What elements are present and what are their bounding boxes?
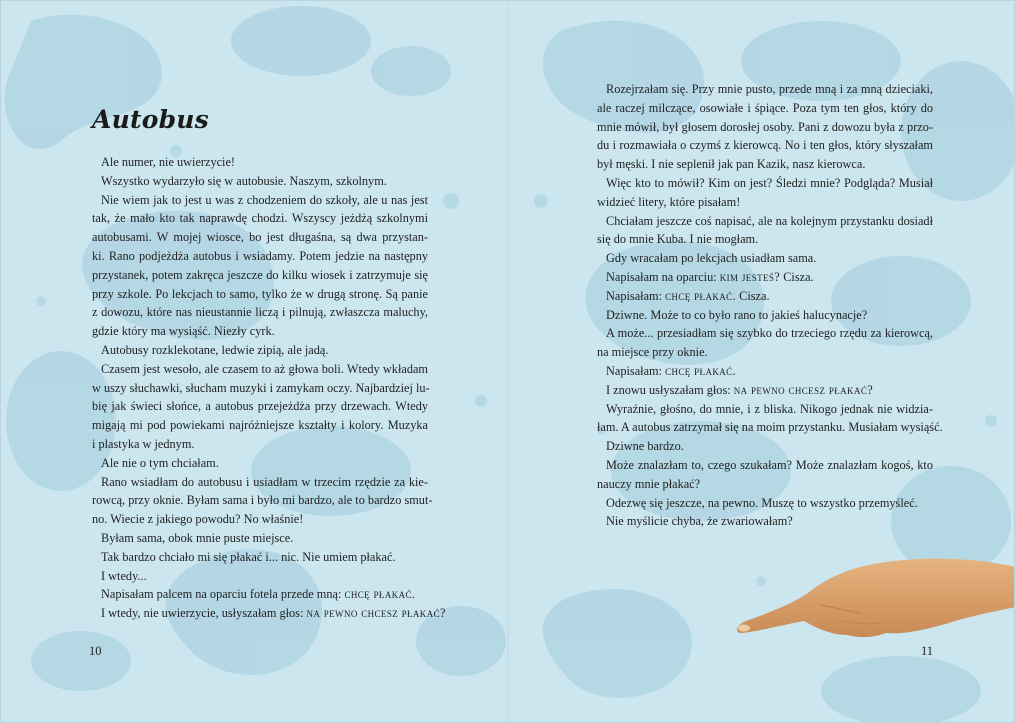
line-text: I znowu usłyszałam głos: [606, 382, 734, 397]
line-text: Może znalazłam to, czego szukałam? Może znalazłam kogoś, kto [606, 457, 933, 472]
line-text: widzieć litery, które pisałam! [597, 194, 741, 209]
text-line [92, 322, 428, 341]
text-line [597, 324, 933, 343]
line-text: się do mnie Kuba. I nie mogłam. [597, 232, 759, 247]
line-text: Napisałam na oparciu: [606, 269, 720, 284]
text-line [597, 381, 933, 400]
line-text: był męski. I nie seplenił jak pan Kazik, nasz kierowca. [597, 157, 866, 172]
small-caps-phrase: chcę płakać. [665, 288, 737, 303]
text-line [597, 437, 933, 456]
text-line [597, 306, 933, 325]
text-line [92, 303, 428, 322]
line-text: Rano wsiadłam do autobusu i usiadłam w trzecim rzędzie za kie- [101, 474, 428, 489]
line-text: Rozejrzałam się. Przy mnie pusto, przede mną i za mną dzieciaki, [606, 82, 933, 96]
text-line [92, 209, 428, 228]
line-text: Więc kto to mówił? Kim on jest? Śledzi mnie? Podgląda? Musiał [606, 175, 933, 190]
text-line [597, 193, 933, 212]
line-text: tak, że mało kto tak naprawdę chodzi. Wszyscy jeżdżą szkolnymi [92, 211, 428, 226]
text-line [92, 360, 428, 379]
text-line [92, 567, 428, 586]
chapter-title: Autobus [92, 105, 209, 134]
line-text-after: Cisza. [780, 269, 814, 284]
line-text: nauczy mnie płakać? [597, 476, 701, 491]
line-text: mnie mówił, był głosem dorosłej osoby. Pani z dowozu była z przo- [597, 119, 933, 134]
text-line [597, 155, 933, 174]
line-text: autobusami. W mojej wiosce, bo jest długaśna, są dwa przystan- [92, 230, 428, 245]
right-body-text [597, 80, 943, 531]
small-caps-phrase: kim jesteś? [719, 269, 781, 284]
line-text: bię jak świeci słońce, a autobus przejeżdża przy drzewach. Wtedy [92, 399, 428, 414]
line-text: Nie wiem jak to jest u was z chodzeniem do szkoły, ale u nas jest [101, 192, 428, 207]
text-line [92, 604, 446, 623]
line-text: przy szkole. Po lekcjach to samo, tylko że w drugą stronę. Są panie [92, 286, 428, 301]
text-line [597, 99, 933, 118]
left-page [1, 1, 508, 723]
text-line [92, 228, 428, 247]
text-line [92, 191, 428, 210]
text-line [92, 585, 428, 604]
line-text: I wtedy... [101, 568, 147, 583]
line-text: ale raczej milczące, osowiałe i śpiące. Poza tym ten głos, który do [597, 100, 933, 115]
line-text: Dziwne. Może to co było rano to jakieś halucynacje? [606, 307, 868, 322]
line-text: Napisałam: [606, 363, 666, 378]
text-line [92, 510, 428, 529]
text-line [597, 456, 933, 475]
left-body-text [92, 153, 446, 623]
text-line [92, 491, 433, 510]
line-text: Napisałam palcem na oparciu fotela przede mną: [101, 587, 345, 602]
line-text: przystanek, potem zakręca jeszcze do kilku wiosek i zatrzymuje się [92, 267, 428, 282]
text-line [597, 418, 943, 437]
text-line [92, 397, 428, 416]
text-line [92, 435, 428, 454]
line-text: Tak bardzo chciało mi się płakać i... nic. Nie umiem płakać. [101, 549, 396, 564]
line-text: Czasem jest wesoło, ale czasem to aż głowa boli. Wtedy wkładam [101, 361, 428, 376]
text-line [597, 230, 933, 249]
text-line [92, 247, 428, 266]
text-line [92, 454, 428, 473]
line-text: w uszy słuchawki, słucham muzyki i zamykam oczy. Najbardziej lu- [92, 380, 430, 395]
text-line [92, 473, 428, 492]
text-line [597, 212, 933, 231]
line-text: Gdy wracałam po lekcjach usiadłam sama. [606, 251, 817, 266]
text-line [597, 136, 933, 155]
text-line [597, 174, 933, 193]
line-text: Byłam sama, obok mnie puste miejsce. [101, 530, 294, 545]
text-line [597, 118, 933, 137]
line-text: ki. Rano podjeżdża autobus i wsiadamy. Potem jedzie na następny [92, 248, 428, 263]
line-text: Dziwne bardzo. [606, 439, 684, 454]
line-text: Wszystko wydarzyło się w autobusie. Naszym, szkolnym. [101, 173, 387, 188]
line-text: no. Wiecie z jakiego powodu? No właśnie! [92, 512, 304, 527]
line-text: du i rozmawiała o czymś z kierowcą. No i ten głos, który słyszałam [597, 138, 933, 153]
line-text: na miejsce przy oknie. [597, 345, 708, 360]
right-page [508, 1, 1015, 723]
line-text: Napisałam: [606, 288, 666, 303]
small-caps-phrase: na pewno chcesz płakać? [306, 606, 446, 621]
text-line [597, 400, 933, 419]
text-line [597, 287, 933, 306]
text-line [597, 475, 933, 494]
line-text: łam. A autobus zatrzymał się na moim przystanku. Musiałam wysiąść. [597, 420, 943, 435]
line-text: Chciałam jeszcze coś napisać, ale na kolejnym przystanku dosiadł [606, 213, 933, 228]
text-line [92, 341, 428, 360]
line-text: I wtedy, nie uwierzycie, usłyszałam głos: [101, 606, 307, 621]
line-text: A może... przesiadłam się szybko do trzeciego rzędu za kierowcą, [606, 326, 933, 341]
line-text: Autobusy rozklekotane, ledwie zipią, ale jadą. [101, 342, 329, 357]
text-line [597, 512, 933, 531]
text-line [92, 172, 428, 191]
line-text: Nie myślicie chyba, że zwariowałam? [606, 514, 793, 529]
text-line [597, 268, 933, 287]
line-text-after: Cisza. [736, 288, 770, 303]
small-caps-phrase: chcę płakać. [344, 587, 416, 602]
line-text: Odezwę się jeszcze, na pewno. Muszę to wszystko przemyśleć. [606, 495, 918, 510]
small-caps-phrase: chcę płakać. [665, 363, 737, 378]
small-caps-phrase: na pewno chcesz płakać? [733, 382, 874, 397]
text-line [92, 285, 428, 304]
text-line [92, 529, 428, 548]
text-line [597, 249, 933, 268]
line-text: Ale numer, nie uwierzycie! [101, 155, 236, 169]
line-text: z dowozu, które nas nieustannie liczą i pilnują, zwłaszcza maluchy, [92, 305, 428, 320]
text-line [92, 153, 428, 172]
line-text: i plastyka w jednym. [92, 436, 195, 451]
line-text: rowcą, przy oknie. Byłam sama i było mi bardzo, ale to bardzo smut- [92, 493, 433, 508]
pointing-hand-icon [730, 549, 1015, 641]
text-line [597, 494, 933, 513]
line-text: Ale nie o tym chciałam. [101, 455, 219, 470]
line-text: migają mi pod powiekami najróżniejsze kształty i kolory. Muzyka [92, 418, 428, 433]
text-line [597, 80, 933, 99]
page-number-left: 10 [89, 644, 102, 658]
text-line [597, 343, 933, 362]
text-line [92, 379, 428, 398]
text-line [92, 416, 428, 435]
line-text: Wyraźnie, głośno, do mnie, i z bliska. Nikogo jednak nie widzia- [606, 401, 933, 416]
text-line [92, 548, 428, 567]
line-text: gdzie który ma wysiąść. Niezły cyrk. [92, 324, 275, 339]
text-line [597, 362, 933, 381]
text-line [92, 266, 428, 285]
page-number-right: 11 [921, 644, 934, 658]
